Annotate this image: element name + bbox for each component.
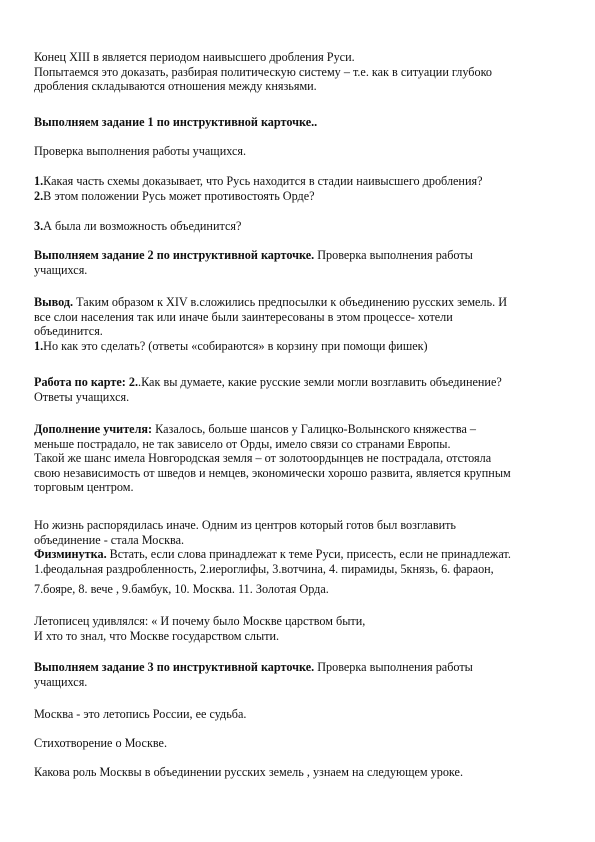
bold-text: Дополнение учителя: (34, 422, 153, 436)
text-line: Конец XIII в является периодом наивысшего дробления Руси. (34, 50, 355, 64)
moscow-chronicle-paragraph (34, 707, 562, 722)
text-line: Попытаемся это доказать, разбирая политическую систему – т.е. как в ситуации глубоко (34, 64, 492, 79)
text-run: .Как вы думаете, какие русские земли могли возглавить объединение? (138, 375, 502, 389)
text-line: учащихся. (34, 674, 88, 689)
text-line: торговым центром. (34, 480, 134, 495)
item-number: 1. (34, 338, 44, 353)
question-text: В этом положении Русь может противостоять Орде? (43, 188, 315, 203)
questions-paragraph (34, 174, 562, 203)
poem-paragraph (34, 736, 562, 751)
text-line: 7.бояре, 8. вече , 9.бамбук, 10. Москва. 11. Золотая Орда. (34, 582, 329, 597)
text-line: учащихся. (34, 262, 88, 277)
text-line: все слои населения так или иначе были заинтересованы в этом процессе- хотели (34, 309, 453, 324)
task-2-paragraph (34, 248, 562, 277)
item-number: 1. (34, 174, 44, 188)
intro-paragraph (34, 50, 562, 94)
bold-text: Вывод. (34, 295, 74, 309)
bold-text: Выполняем задание 1 по инструктивной карточке.. (34, 115, 318, 129)
text-line: дробления складываются отношения между князьями. (34, 79, 317, 94)
text-run: Встать, если слова принадлежат к теме Руси, присесть, если не принадлежат. (106, 547, 511, 562)
task-3-paragraph (34, 660, 562, 689)
bold-text: Выполняем задание 3 по инструктивной карточке. (34, 660, 315, 674)
physical-minute-paragraph (34, 518, 562, 597)
text-line: Летописец удивлялся: « И почему было Москве царством быти, (34, 614, 366, 628)
text-line: свою независимость от шведов и немцев, экономически хорошо развита, является крупным (34, 465, 511, 480)
teacher-addition-paragraph (34, 422, 562, 495)
text-run: Проверка выполнения работы (314, 248, 473, 262)
conclusion-paragraph (34, 295, 562, 353)
item-number: 2. (34, 188, 44, 203)
task-1-heading (34, 115, 562, 130)
chronicler-quote-paragraph (34, 614, 562, 643)
text-line: Москва - это летопись России, ее судьба. (34, 707, 247, 721)
text-run: Но как это сделать? (ответы «собираются» в корзину при помощи фишек) (43, 338, 428, 353)
text-line: Такой же шанс имела Новгородская земля – от золотоордынцев не пострадала, отстояла (34, 451, 492, 466)
text-line: Но жизнь распорядилась иначе. Одним из центров который готов был возглавить (34, 518, 456, 532)
text-line: Стихотворение о Москве. (34, 736, 168, 750)
question-text: Какая часть схемы доказывает, что Русь находится в стадии наивысшего дробления? (43, 174, 483, 188)
bold-text: Работа по карте: 2. (34, 375, 139, 389)
text-line: объединится. (34, 324, 103, 339)
question-3-paragraph (34, 219, 562, 234)
text-line: И хто то знал, что Москве государством слыти. (34, 628, 280, 643)
bold-text: Физминутка. (34, 547, 107, 562)
text-line: Ответы учащихся. (34, 389, 130, 404)
text-run: Казалось, больше шансов у Галицко-Волынского княжества – (152, 422, 477, 436)
bold-text: Выполняем задание 2 по инструктивной карточке. (34, 248, 315, 262)
text-line: Какова роль Москвы в объединении русских земель , узнаем на следующем уроке. (34, 765, 463, 779)
text-line: меньше пострадало, не так зависело от Орды, имело связи со странами Европы. (34, 436, 451, 451)
text-line: Проверка выполнения работы учащихся. (34, 144, 247, 158)
map-work-paragraph (34, 375, 562, 404)
check-work-paragraph (34, 144, 562, 159)
text-run: Таким образом к XIV в.сложились предпосылки к объединению русских земель. И (73, 295, 507, 309)
next-lesson-paragraph (34, 765, 562, 780)
item-number: 3. (34, 219, 44, 233)
question-text: А была ли возможность объединится? (43, 219, 242, 233)
text-line: объединение - стала Москва. (34, 532, 185, 547)
text-line: 1.феодальная раздробленность, 2.иероглифы, 3.вотчина, 4. пирамиды, 5князь, 6. фараон, (34, 561, 494, 576)
text-run: Проверка выполнения работы (314, 660, 473, 674)
